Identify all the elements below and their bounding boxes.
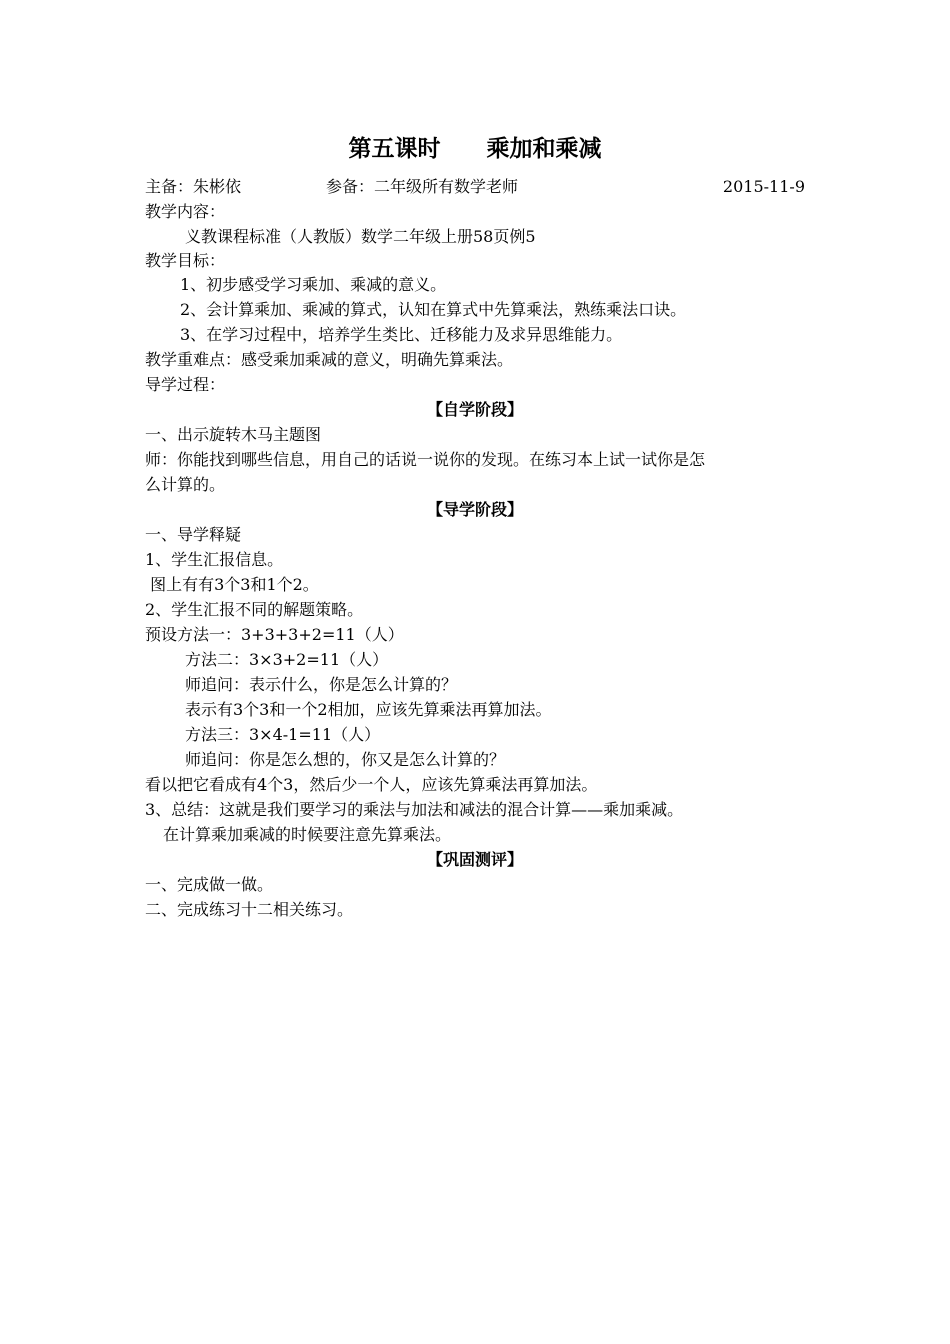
goals-heading: 教学目标： (145, 251, 226, 270)
goal-item: 1、初步感受学习乘加、乘减的意义。 (180, 275, 447, 294)
section-line: 么计算的。 (145, 475, 226, 494)
section-line: 3、总结：这就是我们要学习的乘法与加法和减法的混合计算——乘加乘减。 (145, 800, 684, 819)
section-heading-self-study: 【自学阶段】 (426, 400, 523, 419)
content-heading: 教学内容： (145, 202, 226, 221)
section-line: 师追问：你是怎么想的，你又是怎么计算的？ (185, 750, 506, 769)
section-line: 方法三：3×4-1=11（人） (185, 725, 381, 744)
section-line: 二、完成练习十二相关练习。 (145, 900, 354, 919)
section-line: 一、导学释疑 (145, 525, 242, 544)
section-line: 一、出示旋转木马主题图 (145, 425, 322, 444)
key-points: 教学重难点：感受乘加乘减的意义，明确先算乘法。 (145, 350, 514, 369)
lesson-date: 2015-11-9 (722, 177, 805, 196)
process-heading: 导学过程： (145, 375, 226, 394)
section-line: 方法二：3×3+2=11（人） (185, 650, 389, 669)
section-line: 图上有有3个3和1个2。 (145, 575, 319, 594)
section-line: 一、完成做一做。 (145, 875, 274, 894)
section-heading-guided: 【导学阶段】 (426, 500, 523, 519)
meta-row (145, 175, 805, 199)
section-heading-consolidation: 【巩固测评】 (426, 850, 523, 869)
goal-item: 2、会计算乘加、乘减的算式，认知在算式中先算乘法，熟练乘法口诀。 (180, 300, 687, 319)
page-title: 第五课时 乘加和乘减 (348, 136, 602, 162)
section-line: 师：你能找到哪些信息，用自己的话说一说你的发现。在练习本上试一试你是怎 (145, 450, 706, 469)
section-line: 预设方法一：3+3+3+2=11（人） (145, 625, 404, 644)
section-line: 师追问：表示什么，你是怎么计算的？ (185, 675, 458, 694)
section-line: 1、学生汇报信息。 (145, 550, 284, 569)
section-line: 表示有3个3和一个2相加，应该先算乘法再算加法。 (185, 700, 552, 719)
lead-teacher: 主备：朱彬依 (145, 177, 242, 196)
section-line: 看以把它看成有4个3，然后少一个人，应该先算乘法再算加法。 (145, 775, 598, 794)
section-line: 2、学生汇报不同的解题策略。 (145, 600, 364, 619)
section-line: 在计算乘加乘减的时候要注意先算乘法。 (163, 825, 452, 844)
content-text: 义教课程标准（人教版）数学二年级上册58页例5 (185, 227, 536, 246)
goal-item: 3、在学习过程中，培养学生类比、迁移能力及求异思维能力。 (180, 325, 623, 344)
assist-teachers: 参备：二年级所有数学老师 (326, 177, 519, 196)
